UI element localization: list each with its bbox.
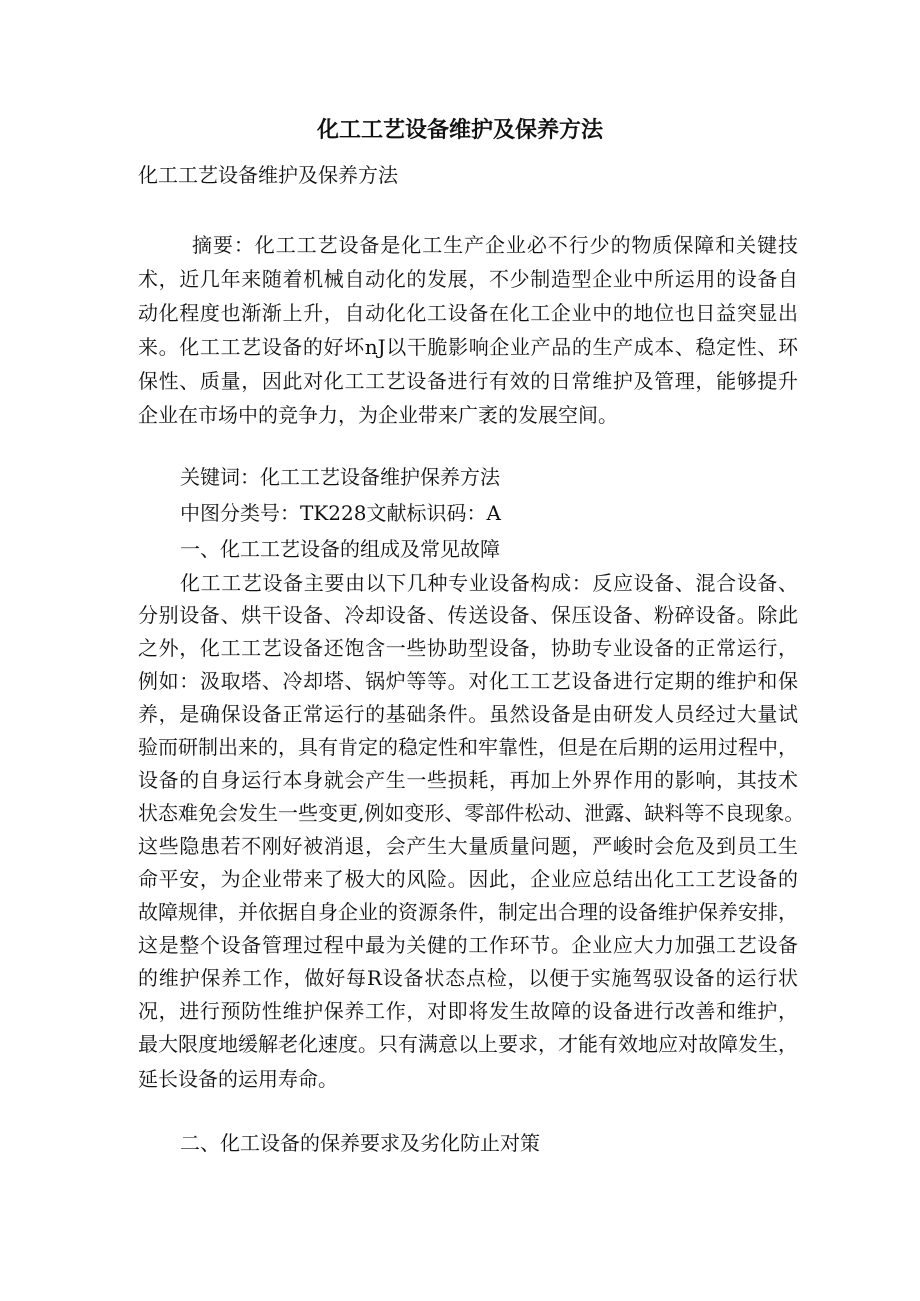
body-line: 分别设备、烘干设备、冷却设备、传送设备、保压设备、粉碎设备。除此 xyxy=(138,603,798,627)
body-line: 这些隐患若不刚好被消退，会产生大量质量问题，严峻时会危及到员工生 xyxy=(138,834,798,858)
body-line: 的维护保养工作，做好每R设备状态点检，以便于实施驾驭设备的运行状 xyxy=(138,966,798,990)
body-line: 延长设备的运用寿命。 xyxy=(138,1067,338,1091)
abstract-line: 摘要：化工工艺设备是化工生产企业必不行少的物质保障和关键技 xyxy=(192,233,798,257)
body-line: 化工工艺设备主要由以下几种专业设备构成：反应设备、混合设备、 xyxy=(180,571,798,595)
body-line: 这是整个设备管理过程中最为关健的工作环节。企业应大力加强工艺设备 xyxy=(138,933,798,957)
body-line: 最大限度地缓解老化速度。只有满意以上要求，才能有效地应对故障发生， xyxy=(138,1032,798,1056)
body-line: 养，是确保设备正常运行的基础条件。虽然设备是由研发人员经过大量试 xyxy=(138,702,798,726)
body-line: 命平安，为企业带来了极大的风险。因此，企业应总结出化工工艺设备的 xyxy=(138,867,798,891)
abstract-line: 术，近几年来随着机械自动化的发展，不少制造型企业中所运用的设备自 xyxy=(138,267,798,291)
abstract-line: 企业在市场中的竞争力，为企业带来广袤的发展空间。 xyxy=(138,403,618,427)
body-line: 状态难免会发生一些变更,例如变形、零部件松动、泄露、缺料等不良现象。 xyxy=(138,801,805,825)
abstract-line: 保性、质量，因此对化工工艺设备进行有效的日常维护及管理，能够提升 xyxy=(138,369,798,393)
body-line: 验而研制出来的，具有肯定的稳定性和牢靠性，但是在后期的运用过程中， xyxy=(138,735,798,759)
document-title: 化工工艺设备维护及保养方法 xyxy=(316,118,603,143)
abstract-line: 来。化工工艺设备的好坏nJ以干脆影响企业产品的生产成本、稳定性、环 xyxy=(138,335,798,359)
body-line: 况，进行预防性维护保养工作，对即将发生故障的设备进行改善和维护， xyxy=(138,999,798,1023)
keywords: 关键词：化工工艺设备维护保养方法 xyxy=(180,465,500,489)
body-line: 例如：汲取塔、冷却塔、锅炉等等。对化工工艺设备进行定期的维护和保 xyxy=(138,669,798,693)
section-heading: 一、化工工艺设备的组成及常见故障 xyxy=(180,537,500,561)
abstract-line: 动化程度也渐渐上升，自动化化工设备在化工企业中的地位也日益突显出 xyxy=(138,301,798,325)
section-heading: 二、化工设备的保养要求及劣化防止对策 xyxy=(180,1131,540,1155)
body-line: 设备的自身运行本身就会产生一些损耗，再加上外界作用的影响，其技术 xyxy=(138,768,798,792)
classification: 中图分类号：TK228文献标识码：A xyxy=(180,501,501,525)
document-subtitle: 化工工艺设备维护及保养方法 xyxy=(138,163,398,187)
body-line: 故障规律，并依据自身企业的资源条件，制定出合理的设备维护保养安排， xyxy=(138,900,798,924)
body-line: 之外，化工工艺设备还饱含一些协助型设备，协助专业设备的正常运行， xyxy=(138,636,798,660)
